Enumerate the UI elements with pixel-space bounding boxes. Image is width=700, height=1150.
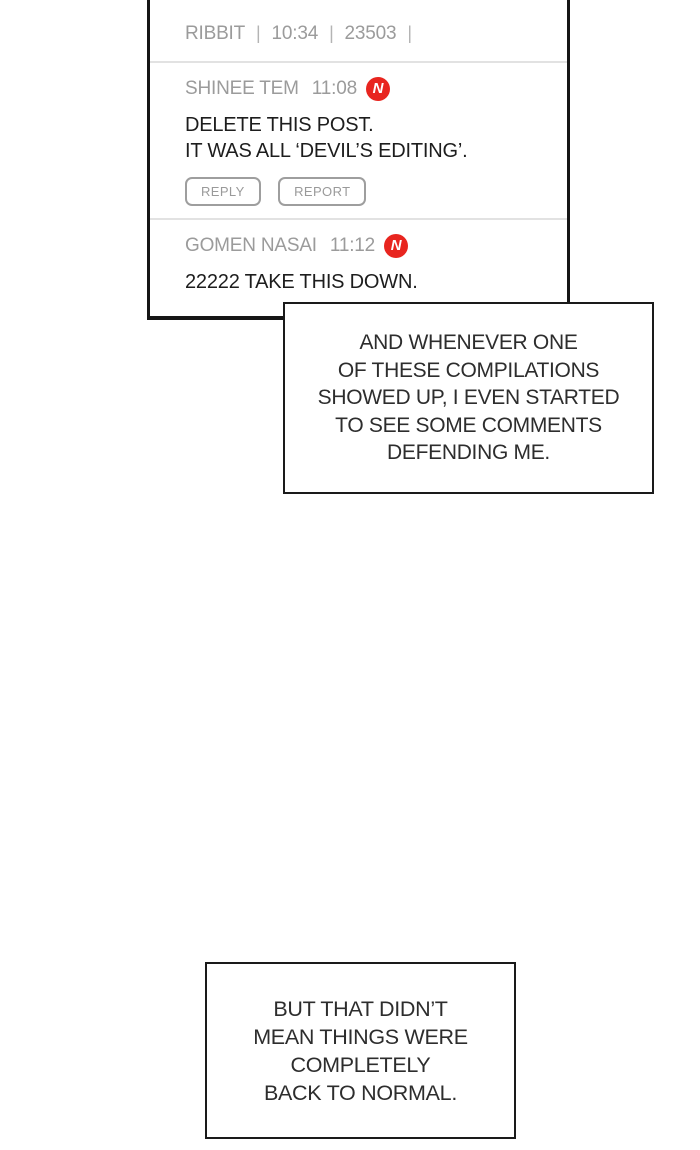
comment-header [185, 77, 555, 101]
post-meta-title: RIBBIT [185, 22, 246, 44]
meta-divider: | [256, 23, 261, 43]
narration-line: MEAN THINGS WERE [253, 1024, 468, 1049]
narration-line: OF THESE COMPILATIONS [337, 358, 600, 382]
narration-line: SHOWED UP, I EVEN STARTED [317, 386, 620, 410]
comment-header [185, 234, 555, 258]
comment-body [185, 269, 555, 295]
narration-box [205, 962, 516, 1139]
comment-text-line: DELETE THIS POST. [185, 114, 374, 136]
comment-actions [185, 177, 555, 206]
narration-box [283, 302, 654, 494]
new-badge-icon: N [366, 77, 390, 101]
comment-time: 11:08 [311, 78, 357, 99]
narration-line: COMPLETELY [290, 1052, 431, 1077]
post-meta-bar [150, 0, 567, 63]
narration-line: TO SEE SOME COMMENTS [335, 413, 602, 437]
comment-text-line: 22222 TAKE THIS DOWN. [185, 271, 418, 293]
comment-text-line: IT WAS ALL ‘DEVIL’S EDITING’. [185, 140, 468, 162]
narration-line: DEFENDING ME. [387, 441, 550, 465]
narration-line: AND WHENEVER ONE [359, 331, 578, 355]
narration-line: BACK TO NORMAL. [263, 1080, 458, 1105]
comment-time: 11:12 [329, 235, 376, 256]
post-meta-time: 10:34 [271, 22, 319, 44]
comment-item [150, 218, 567, 307]
new-badge-icon: N [384, 234, 408, 258]
reply-button[interactable]: REPLY [185, 177, 261, 206]
post-meta-count: 23503 [344, 22, 397, 44]
comment-author: GOMEN NASAI [185, 235, 317, 256]
comment-item [150, 63, 567, 218]
meta-divider: | [407, 23, 412, 43]
meta-divider: | [329, 23, 334, 43]
comment-panel [147, 0, 570, 320]
report-button[interactable]: REPORT [278, 177, 366, 206]
narration-line: BUT THAT DIDN’T [273, 996, 448, 1021]
comment-body [185, 112, 555, 164]
comment-author: SHINEE TEM [185, 78, 299, 99]
